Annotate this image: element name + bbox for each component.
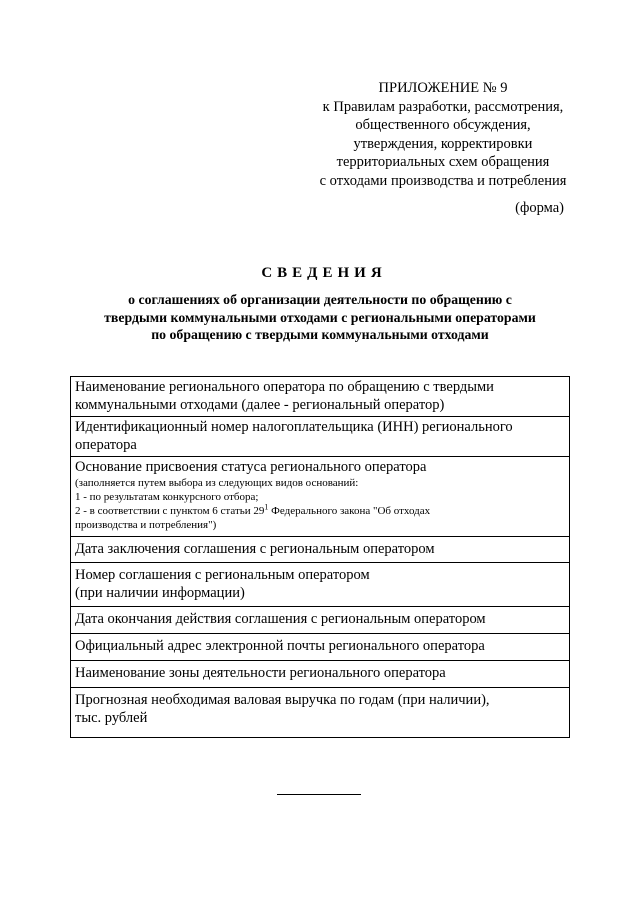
cell-line: Прогнозная необходимая валовая выручка по годам (при наличии), xyxy=(75,692,490,708)
note-line: (заполняется путем выбора из следующих видов оснований: xyxy=(75,477,359,489)
cell-line: Дата заключения соглашения с региональным оператором xyxy=(75,541,435,557)
cell-line: Официальный адрес электронной почты регионального оператора xyxy=(75,638,485,654)
status-basis-note xyxy=(75,476,565,532)
cell-line: Наименование зоны деятельности регионального оператора xyxy=(75,665,446,681)
table-cell xyxy=(71,377,570,417)
table-row-agreement-date xyxy=(71,537,570,563)
table-row-email xyxy=(71,634,570,661)
table-cell xyxy=(71,563,570,607)
appendix-line: территориальных схем обращения xyxy=(336,154,550,171)
table-cell xyxy=(71,607,570,634)
cell-line: оператора xyxy=(75,437,137,453)
table-cell xyxy=(71,661,570,688)
subtitle-line: по обращению с твердыми коммунальными отходами xyxy=(151,327,489,342)
subtitle-line: о соглашениях об организации деятельности по обращению с xyxy=(128,292,512,307)
table-row-operator-name xyxy=(71,377,570,417)
cell-line: Основание присвоения статуса регионального оператора xyxy=(75,459,427,475)
appendix-line: общественного обсуждения, xyxy=(355,117,531,134)
cell-line: Идентификационный номер налогоплательщика (ИНН) регионального xyxy=(75,419,513,435)
appendix-header xyxy=(300,79,586,191)
cell-line: коммунальными отходами (далее - региональный оператор) xyxy=(75,397,445,413)
appendix-line: с отходами производства и потребления xyxy=(319,172,567,189)
cell-line: Номер соглашения с региональным оператором xyxy=(75,567,370,583)
table-cell xyxy=(71,457,570,537)
appendix-line: к Правилам разработки, рассмотрения, xyxy=(322,98,564,115)
note-line: 1 - по результатам конкурсного отбора; xyxy=(75,491,259,503)
table-row-inn xyxy=(71,417,570,457)
note-line: производства и потребления") xyxy=(75,519,217,531)
note-line xyxy=(75,504,565,518)
info-table xyxy=(70,376,570,738)
table-row-zone-name xyxy=(71,661,570,688)
form-mark: (форма) xyxy=(515,200,564,216)
cell-line: (при наличии информации) xyxy=(75,585,245,601)
document-title: СВЕДЕНИЯ xyxy=(261,265,387,281)
table-row-status-basis xyxy=(71,457,570,537)
table-row-agreement-number xyxy=(71,563,570,607)
note-text: 2 - в соответствии с пунктом 6 статьи 29 xyxy=(75,505,265,517)
table-cell xyxy=(71,537,570,563)
table-cell xyxy=(71,417,570,457)
cell-line: тыс. рублей xyxy=(75,710,148,726)
document-subtitle xyxy=(0,291,640,344)
cell-line: Дата окончания действия соглашения с региональным оператором xyxy=(75,611,486,627)
footer-separator-line xyxy=(277,794,361,795)
table-cell xyxy=(71,634,570,661)
table-row-agreement-end-date xyxy=(71,607,570,634)
appendix-line: утверждения, корректировки xyxy=(353,135,533,152)
subtitle-line: твердыми коммунальными отходами с региональными операторами xyxy=(104,309,536,325)
table-cell xyxy=(71,688,570,738)
superscript: 1 xyxy=(264,502,269,512)
table-row-revenue xyxy=(71,688,570,738)
cell-line: Наименование регионального оператора по обращению с твердыми xyxy=(75,379,494,395)
note-text: Федерального закона "Об отходах xyxy=(268,505,431,517)
appendix-line: ПРИЛОЖЕНИЕ № 9 xyxy=(378,80,508,96)
